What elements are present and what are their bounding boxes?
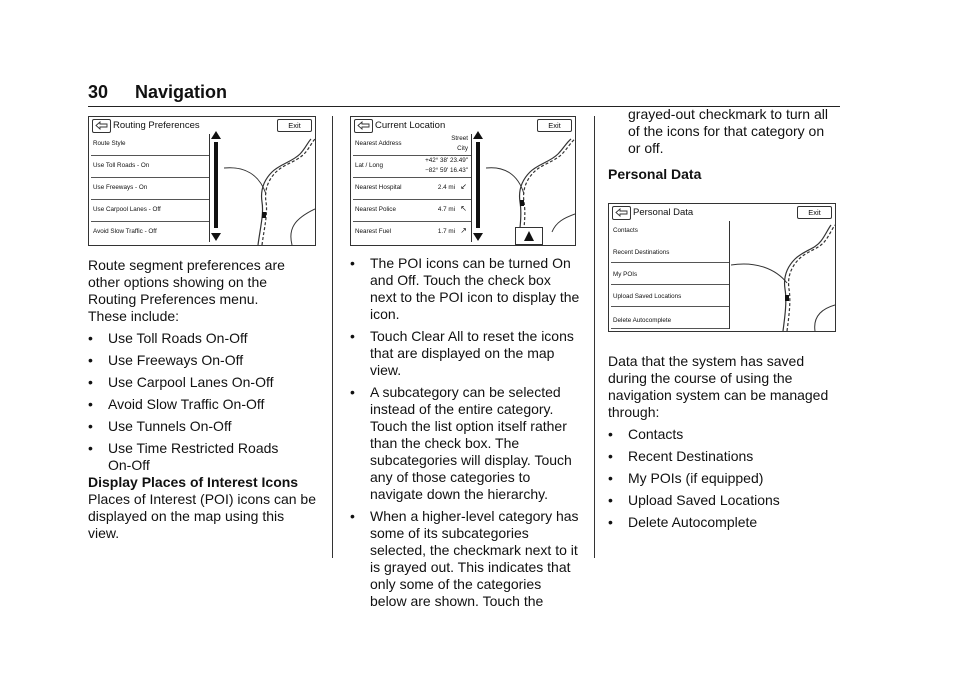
screen-titlebar (89, 117, 315, 133)
routing-preferences-screen (88, 116, 316, 246)
routing-options-list (91, 134, 210, 242)
page-header (88, 82, 840, 107)
section-title: Navigation (135, 82, 228, 102)
exit-button[interactable]: Exit (537, 119, 572, 132)
list-item[interactable]: Use Freeways - On (91, 178, 209, 200)
continued-paragraph: grayed-out checkmark to turn all of the icons for that category on or off. (628, 106, 828, 156)
scrollbar[interactable] (472, 129, 484, 243)
direction-arrow-icon: ↗ (460, 226, 467, 235)
list-item[interactable]: Nearest Address Street City (353, 134, 471, 156)
list-item: • Delete Autocomplete (608, 514, 758, 530)
list-item[interactable]: Nearest Fuel 1.7 mi ↗ (355, 226, 467, 235)
these-include-text: These include: (88, 308, 180, 324)
screen-title: Routing Preferences (113, 120, 200, 131)
list-item: • Avoid Slow Traffic On-Off (88, 396, 265, 412)
list-item: • Use Time Restricted Roads On-Off (88, 440, 279, 473)
list-item: • Use Tunnels On-Off (88, 418, 232, 434)
personal-data-heading: Personal Data (608, 166, 702, 182)
list-item[interactable]: Use Carpool Lanes - Off (91, 200, 209, 222)
back-arrow-icon (357, 121, 370, 130)
screen-title: Personal Data (633, 207, 694, 218)
direction-arrow-icon: ↖ (460, 204, 467, 213)
screen-title: Current Location (375, 120, 446, 131)
list-item: • Use Carpool Lanes On-Off (88, 374, 274, 390)
list-item: • Upload Saved Locations (608, 492, 780, 508)
scrollbar[interactable] (210, 129, 222, 243)
current-location-screen (350, 116, 576, 246)
list-item[interactable]: Recent Destinations (611, 263, 729, 285)
column-divider-1 (332, 116, 333, 558)
list-item[interactable]: Avoid Slow Traffic - Off (93, 228, 157, 235)
screen-titlebar (351, 117, 575, 133)
list-item: • Touch Clear All to reset the icons that are displayed on the map view. (350, 328, 574, 378)
poi-paragraph: Places of Interest (POI) icons can be displayed on the map using this view. (88, 491, 316, 541)
list-item: • When a higher-level category has some of its subcategories selected, the checkmark next to it is grayed out. This indicates that only some of the categories below are shown. Touch the (350, 508, 579, 609)
back-button[interactable] (92, 119, 111, 133)
map-view[interactable] (224, 134, 315, 245)
list-item[interactable]: Upload Saved Locations (611, 307, 729, 329)
list-item: • The POI icons can be turned On and Off. Touch the check box next to the POI icon to display the icon. (350, 255, 580, 322)
list-item: • My POIs (if equipped) (608, 470, 764, 486)
recenter-button[interactable] (515, 227, 543, 245)
list-item: • Contacts (608, 426, 684, 442)
list-item: • A subcategory can be selected instead of the entire category. Touch the list option itself rather than the check box. The subcategories will display. Touch any of those categories to navigate down the hierarchy. (350, 384, 572, 502)
location-info-list (353, 134, 472, 242)
back-arrow-icon (95, 121, 108, 130)
list-item[interactable]: Lat / Long +42° 38' 23.49" −82° 59' 16.43" (353, 156, 471, 178)
list-item[interactable]: Delete Autocomplete (613, 317, 672, 324)
list-item: • Use Toll Roads On-Off (88, 330, 248, 346)
list-item: • Recent Destinations (608, 448, 754, 464)
list-item[interactable]: Route Style (91, 134, 209, 156)
exit-button[interactable]: Exit (797, 206, 832, 219)
poi-heading: Display Places of Interest Icons (88, 474, 299, 490)
list-item[interactable]: My POIs (611, 285, 729, 307)
page-number: 30 (88, 82, 109, 102)
column-divider-2 (594, 116, 595, 558)
list-item[interactable]: Nearest Hospital 2.4 mi ↙ (353, 178, 471, 200)
column-1 (88, 257, 318, 542)
routing-intro-paragraph: Route segment preferences are other options showing on the Routing Preferences menu. (88, 257, 285, 307)
list-item[interactable]: Nearest Police 4.7 mi ↖ (353, 200, 471, 222)
back-button[interactable] (354, 119, 373, 133)
list-item: • Use Freeways On-Off (88, 352, 244, 368)
column-3 (608, 106, 840, 531)
personal-data-paragraph: Data that the system has saved during the course of using the navigation system can be managed through: (608, 353, 829, 420)
list-item[interactable]: Contacts (611, 241, 729, 263)
direction-arrow-icon: ↙ (460, 182, 467, 191)
vehicle-position-icon (516, 228, 542, 244)
exit-button[interactable]: Exit (277, 119, 312, 132)
list-item[interactable]: Use Toll Roads - On (91, 156, 209, 178)
column-2 (350, 250, 580, 610)
